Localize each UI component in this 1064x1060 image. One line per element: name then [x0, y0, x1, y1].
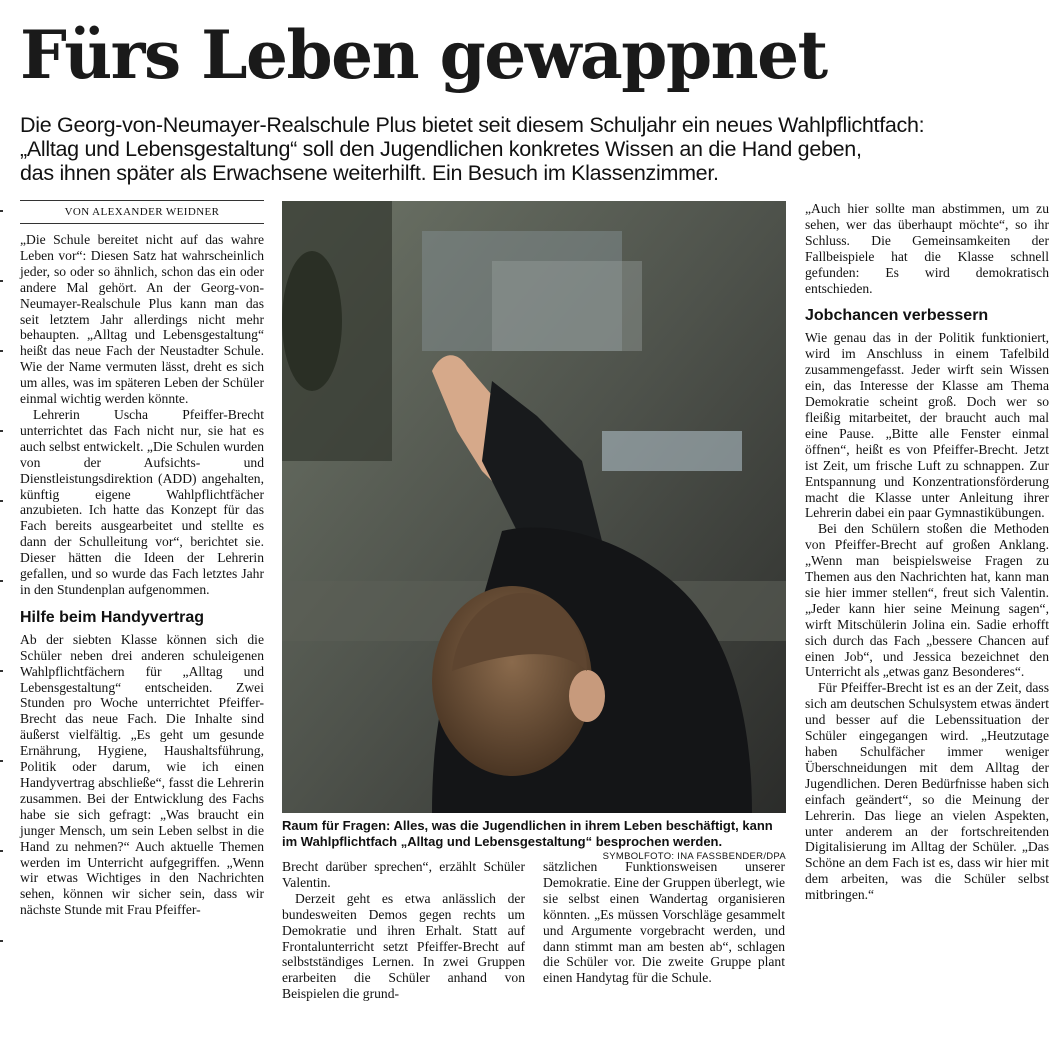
column-1	[20, 232, 264, 918]
paragraph: Bei den Schülern stoßen die Methoden von Pfeiffer-Brecht auf großen Anklang. „Wenn man beispielsweise Fragen zu Themen aus den Nachrichten hat, kann man sie hier immer stellen“, freut sich Valentin. „Jeder kann hier seine Meinung sagen“, wirft Mitschülerin Jolina ein. Sadie erhofft sich durch das Fach „bessere Chancen auf einen Job“, und Jessica bezeichnet den Unterricht als „etwas ganz Besonderes“.	[805, 521, 1049, 680]
deck-line: „Alltag und Lebensgestaltung“ soll den Jugendlichen konkretes Wissen an die Hand geben,	[20, 137, 862, 161]
column-4	[805, 201, 1049, 903]
paragraph: „Auch hier sollte man abstimmen, um zu sehen, wer das überhaupt möchte“, so ihr Schluss. Die Gemeinsamkeiten der Fallbeispiele hat die Klasse schnell gefunden: Es wird demokratisch entschieden.	[805, 201, 1049, 296]
byline: VON ALEXANDER WEIDNER	[20, 200, 264, 224]
deck-line: das ihnen später als Erwachsene weiterhilft. Ein Besuch im Klassenzimmer.	[20, 161, 719, 185]
paragraph: Wie genau das in der Politik funktioniert, wird im Anschluss in einem Tafelbild zusammengefasst. Jeder wirft sein Wissen ein, das Interesse der Klasse am Thema Demokratie scheint groß. Doch wer so fleißig mitarbeitet, der braucht auch mal eine Pause. „Bitte alle Fenster einmal öffnen“, heißt es von Pfeiffer-Brecht. Jetzt ist Zeit, um frische Luft zu schnappen. Zur Entspannung und Konzentrationsförderung macht die Klasse unter Anleitung ihrer Lehrerin dabei ein paar Gymnastikübungen.	[805, 330, 1049, 521]
paragraph: Brecht darüber sprechen“, erzählt Schüler Valentin.	[282, 859, 525, 890]
paragraph: Für Pfeiffer-Brecht ist es an der Zeit, dass sich am deutschen Schulsystem etwas ändert und besser auf die Lebenssituation der Schüler eingegangen wird. „Heutzutage haben Schulfächer immer weniger Überschneidungen mit dem Alltag der Jugendlichen. Deren Bedürfnisse haben sich einfach geändert“, so die Meinung der Lehrerin. Das liege an vielen Aspekten, unter anderem an der fortschreitenden Digitalisierung im Alltag der Schüler. „Das Schöne an dem Fach ist es, dass wir hier mit dem arbeiten, was die Schüler selbst mitbringen.“	[805, 680, 1049, 903]
article-photo	[282, 201, 786, 813]
page-edge-marks	[0, 200, 4, 1060]
column-2	[282, 859, 525, 1002]
headline: Fürs Leben gewappnet	[20, 16, 827, 94]
classroom-photo-illustration	[282, 201, 786, 813]
paragraph: Lehrerin Uscha Pfeiffer-Brecht unterrichtet das Fach nicht nur, sie hat es auch selbst entwickelt. „Die Schulen wurden von der Aufsichts- und Dienstleistungsdirektion (ADD) angehalten, künftig eigene Wahlpflichtfächer anzubieten. Ich hatte das Konzept für das Fach bereits ausgearbeitet und stellte es dann der Schulleitung vor“, berichtet sie. Dieser hätten die Ideen der Lehrerin gefallen, und so wurde das Fach letztes Jahr in den Stundenplan aufgenommen.	[20, 406, 264, 597]
photo-caption: Raum für Fragen: Alles, was die Jugendlichen in ihrem Leben beschäftigt, kann im Wahlpflichtfach „Alltag und Lebensgestaltung“ besprochen werden.	[282, 818, 773, 849]
column-3	[543, 859, 785, 986]
photo-credit: SYMBOLFOTO: INA FASSBENDER/DPA	[602, 851, 786, 862]
paragraph: „Die Schule bereitet nicht auf das wahre Leben vor“: Diesen Satz hat wahrscheinlich jeder, so oder so ähnlich, schon das ein oder andere Mal gehört. An der Georg-von-Neumayer-Realschule Plus kann man das seit letztem Jahr allerdings nicht mehr behaupten. „Alltag und Lebensgestaltung“ heißt das neue Fach der Neustadter Schule. Wie der Name vermuten lässt, dreht es sich um alles, was im späteren Leben der Schüler einmal wichtig werden könnte.	[20, 232, 264, 407]
subheading: Jobchancen verbessern	[805, 307, 989, 325]
paragraph: Derzeit geht es etwa anlässlich der bundesweiten Demos gegen rechts um Demokratie und ihren Erhalt. Statt auf Frontalunterricht setzt Pfeiffer-Brecht auf selbstständiges Lernen. In zwei Gruppen erarbeiten die Schüler anhand von Beispielen die grund-	[282, 890, 525, 1002]
deck-line: Die Georg-von-Neumayer-Realschule Plus bietet seit diesem Schuljahr ein neues Wahlpflichtfach:	[20, 113, 925, 137]
paragraph: Ab der siebten Klasse können sich die Schüler neben drei anderen schuleigenen Wahlpflichtfächern für „Alltag und Lebensgestaltung“ entscheiden. Zwei Stunden pro Woche unterrichtet Pfeiffer-Brecht das neue Fach. Die Inhalte sind äußerst vielfältig. „Es geht um gesunde Ernährung, Hygiene, Haushaltsführung, Politik oder darum, wie ich einen Handyvertrag abschließe“, fasst die Lehrerin zusammen. Bei der Entwicklung des Fachs habe sie sich gefragt: „Was braucht ein junger Mensch, um sein Leben selbst in die Hand zu nehmen?“ Auch aktuelle Themen werden im Unterricht aufgegriffen. „Wenn wir etwas Wichtiges in den Nachrichten sehen, können wir sicher sein, dass wir nächste Stunde mit Frau Pfeiffer-	[20, 631, 264, 918]
paragraph: sätzlichen Funktionsweisen unserer Demokratie. Eine der Gruppen überlegt, wie sie selbst einen Wandertag organisieren könnten. „Es müssen Vorschläge gesammelt und Argumente vorgebracht werden, und dann stimmt man am besten ab“, schlagen die Schüler vor. Die zweite Gruppe plant einen Handytag für die Schule.	[543, 859, 785, 986]
article-deck	[20, 113, 1050, 185]
subheading: Hilfe beim Handyvertrag	[20, 608, 205, 626]
